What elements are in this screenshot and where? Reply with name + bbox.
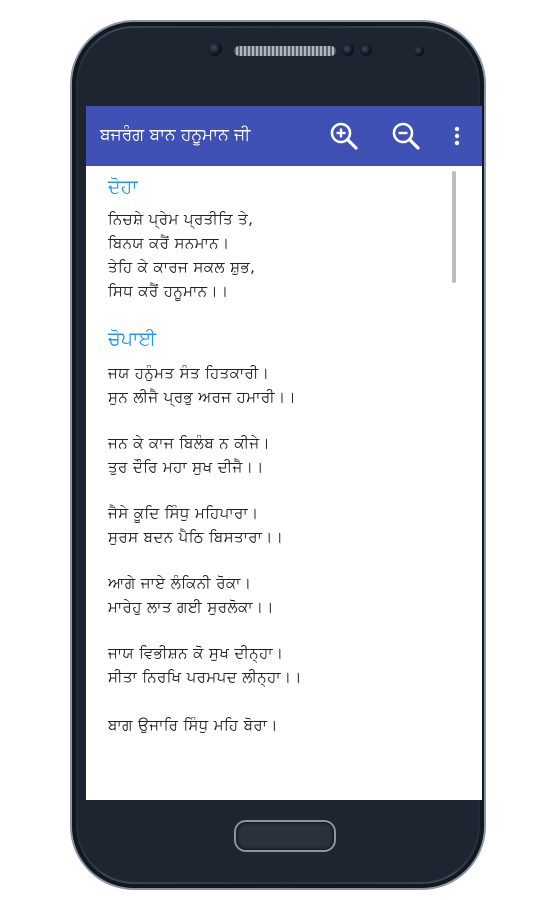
chaupai-line: ਆਗੇ ਜਾਏ ਲੰਕਿਨੀ ਰੋਕਾ।	[108, 574, 252, 592]
earpiece-speaker	[234, 46, 336, 56]
front-camera-icon	[208, 42, 222, 56]
zoom-out-icon	[390, 120, 422, 152]
chaupai-line: ਬਾਗ ਉਜਾਰਿ ਸਿੰਧੁ ਮਹਿ ਬੋਰਾ।	[108, 716, 278, 734]
more-options-button[interactable]	[446, 120, 468, 152]
chaupai-line: ਜਯ ਹਨੁੰਮਤ ਸੰਤ ਹਿਤਕਾਰੀ।	[108, 364, 270, 382]
sensor-icon	[360, 44, 372, 56]
doha-line: ਸਿਧ ਕਰੈਂ ਹਨੂਮਾਨ।।	[108, 282, 229, 300]
chaupai-line: ਸੀਤਾ ਨਿਰਖਿ ਪਰਮਪਦ ਲੀਨ੍ਹਾ।।	[108, 668, 302, 686]
zoom-in-button[interactable]	[328, 120, 360, 152]
zoom-out-button[interactable]	[390, 120, 422, 152]
home-button[interactable]	[236, 822, 334, 850]
scrollbar[interactable]	[452, 171, 456, 283]
sensor-icon	[414, 46, 424, 56]
chaupai-line: ਜਨ ਕੇ ਕਾਜ ਬਿਲੰਬ ਨ ਕੀਜੇ।	[108, 434, 271, 452]
phone-bezel	[78, 28, 478, 882]
chaupai-heading: ਚੋਪਾਈ	[108, 328, 157, 350]
zoom-in-icon	[328, 120, 360, 152]
chaupai-line: ਜੈਸੇ ਕੂਦਿ ਸਿੰਧੁ ਮਹਿਪਾਰਾ।	[108, 504, 259, 522]
app-screen	[86, 106, 482, 800]
doha-line: ਨਿਚਸ਼ੇ ਪ੍ਰੇਮ ਪ੍ਰਤੀਤਿ ਤੇ,	[108, 210, 254, 228]
page-title: ਬਜਰੰਗ ਬਾਨ ਹਨੂਮਾਨ ਜੀ	[100, 125, 251, 145]
doha-heading: ਦੋਹਾ	[108, 176, 138, 198]
chaupai-line: ਜਾਯ ਵਿਭੀਸ਼ਨ ਕੋ ਸੁਖ ਦੀਨ੍ਹਾ।	[108, 644, 284, 662]
verse-content[interactable]	[86, 166, 482, 800]
chaupai-line: ਤੁਰ ਦੌਰਿ ਮਹਾ ਸੁਖ ਦੀਜੈ।।	[108, 458, 264, 476]
app-bar	[86, 106, 482, 166]
chaupai-line: ਮਾਰੇਹੁ ਲਾਤ ਗਈ ਸੁਰਲੋਕਾ।।	[108, 598, 274, 616]
phone-frame	[72, 22, 484, 888]
more-vert-icon	[446, 120, 468, 152]
chaupai-line: ਸੁਰਸ ਬਦਨ ਪੈਠਿ ਬਿਸਤਾਰਾ।।	[108, 528, 284, 546]
doha-line: ਤੇਹਿ ਕੇ ਕਾਰਜ ਸਕਲ ਸ਼ੁਭ,	[108, 258, 256, 276]
sensor-icon	[342, 44, 354, 56]
doha-line: ਬਿਨਯ ਕਰੈਂ ਸਨਮਾਨ।	[108, 234, 230, 252]
chaupai-line: ਸੁਨ ਲੀਜੈ ਪ੍ਰਭੁ ਅਰਜ ਹਮਾਰੀ।।	[108, 388, 297, 406]
